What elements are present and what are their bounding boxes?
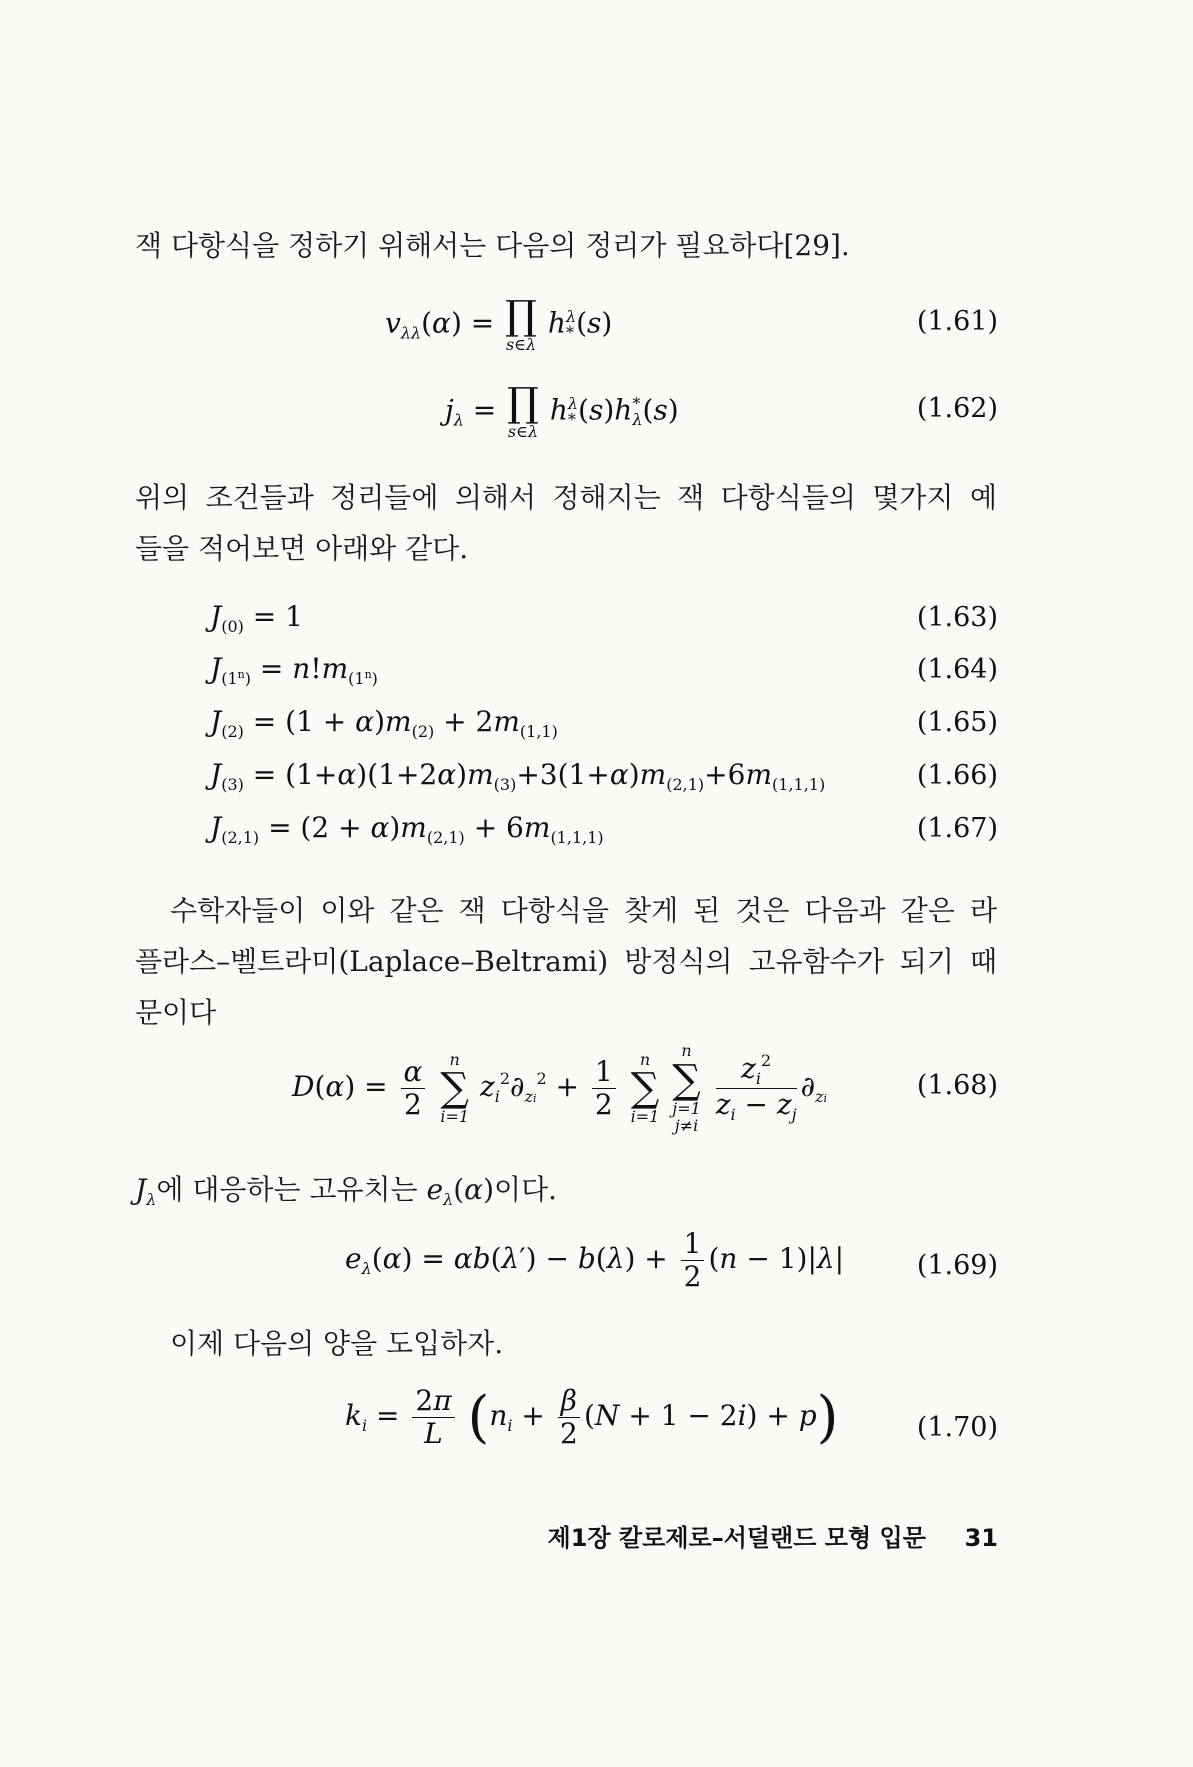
equation-number: (1.65) (916, 707, 998, 738)
equation-number: (1.67) (916, 813, 998, 844)
paragraph-introduce: 이제 다음의 양을 도입하자. (170, 1327, 504, 1360)
equation-1-64: $J_{(1^n)} = n!m_{(1^n)}$ (210, 652, 378, 688)
page-number: 31 (964, 1524, 998, 1552)
equation-number: (1.68) (916, 1070, 998, 1101)
paragraph-examples-line1: 위의 조건들과 정리들에 의해서 정해지는 잭 다항식들의 몇가지 예 (135, 481, 997, 514)
equation-1-65: $J_{(2)} = (1 + \alpha)m_{(2)} + 2m_{(1,1)}$ (210, 705, 558, 741)
equation-1-69: $e_\lambda(\alpha) = \alpha b(\lambda') - b(\lambda)$ + $\frac{1}{2}$ (n − 1)|λ| (345, 1227, 845, 1294)
equation-1-61: $v_{\lambda\lambda}(\alpha)$ = ∏ s∈λ h λ * (s) (385, 293, 613, 354)
paragraph-eigenvalue (135, 1164, 997, 1225)
eigenvalue-text-end: 이다. (494, 1173, 558, 1206)
equation-1-67: $J_{(2,1)} = (2 + \alpha)m_{(2,1)} + 6m_{(1,1,1)}$ (210, 811, 604, 847)
equation-1-68: D(α) = $\frac{\alpha}{2}$ n ∑ i=1 $z_i^2\partial_{zi}^2$ + $\frac{1}{2}$ n ∑ i=1 n ∑ j=1 j≠i $\frac{z_i^2}{z_i - z_j}$ $\partial_{zi}$ (292, 1041, 828, 1136)
paragraph-examples-line2: 들을 적어보면 아래와 같다. (135, 532, 469, 565)
equation-1-62: $j_\lambda$ = ∏ s∈λ h λ * (s)h * λ (s) (445, 380, 679, 441)
equation-number: (1.63) (916, 602, 998, 633)
paragraph-laplace-line3: 문이다 (135, 996, 217, 1029)
symbol-j-lambda: $J_\lambda$ (135, 1173, 157, 1209)
equation-number: (1.61) (916, 306, 998, 337)
equation-number: (1.66) (916, 760, 998, 791)
page-footer (548, 1518, 998, 1553)
paragraph-laplace-line2: 플라스–벨트라미(Laplace–Beltrami) 방정식의 고유함수가 되기 때 (135, 945, 997, 978)
equation-1-70: $k_i$ = $\frac{2\pi}{L}$ ($n_i$ + $\frac{\beta}{2}$ (N + 1 − 2i) + p) (345, 1384, 839, 1451)
equation-1-66: $J_{(3)} = (1+\alpha)(1+2\alpha)m_{(3)}+3(1+\alpha)m_{(2,1)}+6m_{(1,1,1)}$ (210, 758, 826, 794)
equation-number: (1.64) (916, 654, 998, 685)
equation-1-63: $J_{(0)} = 1$ (210, 600, 303, 636)
equation-number: (1.70) (916, 1412, 998, 1443)
paragraph-intro: 잭 다항식을 정하기 위해서는 다음의 정리가 필요하다[29]. (135, 229, 850, 262)
symbol-e-lambda: $e_\lambda(\alpha)$ (426, 1173, 495, 1209)
paragraph-laplace-line1: 수학자들이 이와 같은 잭 다항식을 찾게 된 것은 다음과 같은 라 (170, 894, 997, 927)
equation-number: (1.69) (916, 1250, 998, 1281)
equation-number: (1.62) (916, 393, 998, 424)
chapter-title: 제1장 칼로제로–서덜랜드 모형 입문 (547, 1524, 926, 1552)
eigenvalue-text: 에 대응하는 고유치는 (156, 1173, 418, 1206)
